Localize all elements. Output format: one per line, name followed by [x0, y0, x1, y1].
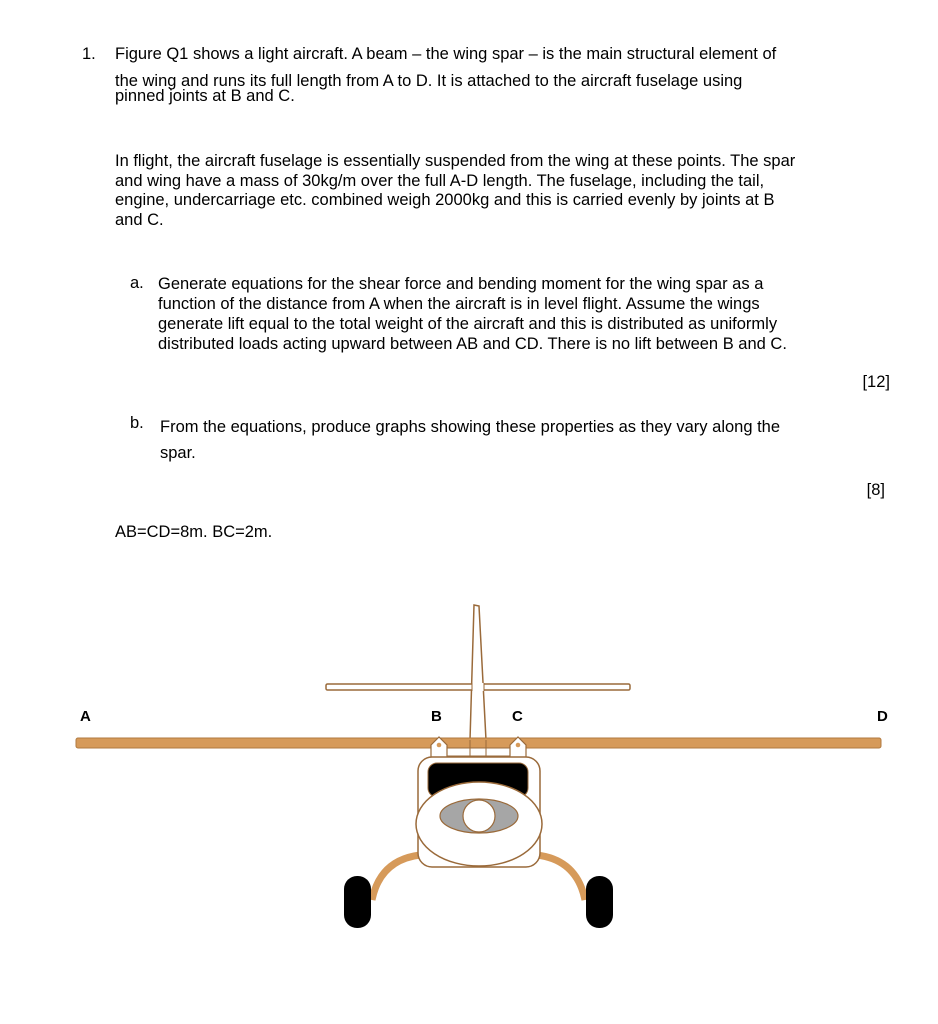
wing-spar	[76, 738, 881, 748]
question-context	[115, 152, 905, 230]
part-a-line: Generate equations for the shear force and bending moment for the wing spar as a	[158, 275, 764, 293]
intro-line: the wing and runs its full length from A to D. It is attached to the aircraft fuselage using	[115, 72, 743, 90]
intro-line: pinned joints at B and C.	[115, 87, 295, 105]
part-b-text	[160, 414, 900, 466]
context-line: and wing have a mass of 30kg/m over the full A-D length. The fuselage, including the tail,	[115, 171, 765, 190]
question-number: 1.	[82, 45, 96, 63]
part-a-marks: [12]	[862, 373, 890, 391]
tail-fin	[470, 605, 486, 740]
part-b-line: spar.	[160, 444, 196, 462]
intro-line: Figure Q1 shows a light aircraft. A beam – the wing spar – is the main structural element of	[115, 45, 777, 63]
label-b: B	[431, 708, 442, 725]
part-a-line: generate lift equal to the total weight of the aircraft and this is distributed as uniformly	[158, 315, 778, 333]
part-a-line: function of the distance from A when the aircraft is in level flight. Assume the wings	[158, 295, 760, 313]
label-a: A	[80, 708, 91, 725]
question-intro	[115, 45, 905, 103]
part-a-line: distributed loads acting upward between AB and CD. There is no lift between B and C.	[158, 335, 787, 353]
fuselage	[416, 757, 542, 867]
part-b-line: From the equations, produce graphs showing these properties as they vary along the	[160, 418, 781, 436]
context-line: and C.	[115, 210, 164, 229]
part-b-marks: [8]	[866, 481, 885, 499]
left-wheel	[344, 876, 371, 928]
propeller-hub	[463, 800, 495, 832]
dimensions-note: AB=CD=8m. BC=2m.	[115, 523, 273, 541]
context-line: In flight, the aircraft fuselage is essentially suspended from the wing at these points. The spar	[115, 152, 796, 170]
label-c: C	[512, 708, 523, 725]
part-a-label: a.	[130, 274, 144, 292]
right-wheel	[586, 876, 613, 928]
context-line: engine, undercarriage etc. combined weigh 2000kg and this is carried evenly by joints at B	[115, 191, 775, 209]
part-a-text	[158, 274, 898, 354]
figure-q1-aircraft	[0, 590, 938, 950]
label-d: D	[877, 708, 888, 725]
part-b-label: b.	[130, 414, 144, 432]
horizontal-stabilizer	[326, 683, 630, 691]
